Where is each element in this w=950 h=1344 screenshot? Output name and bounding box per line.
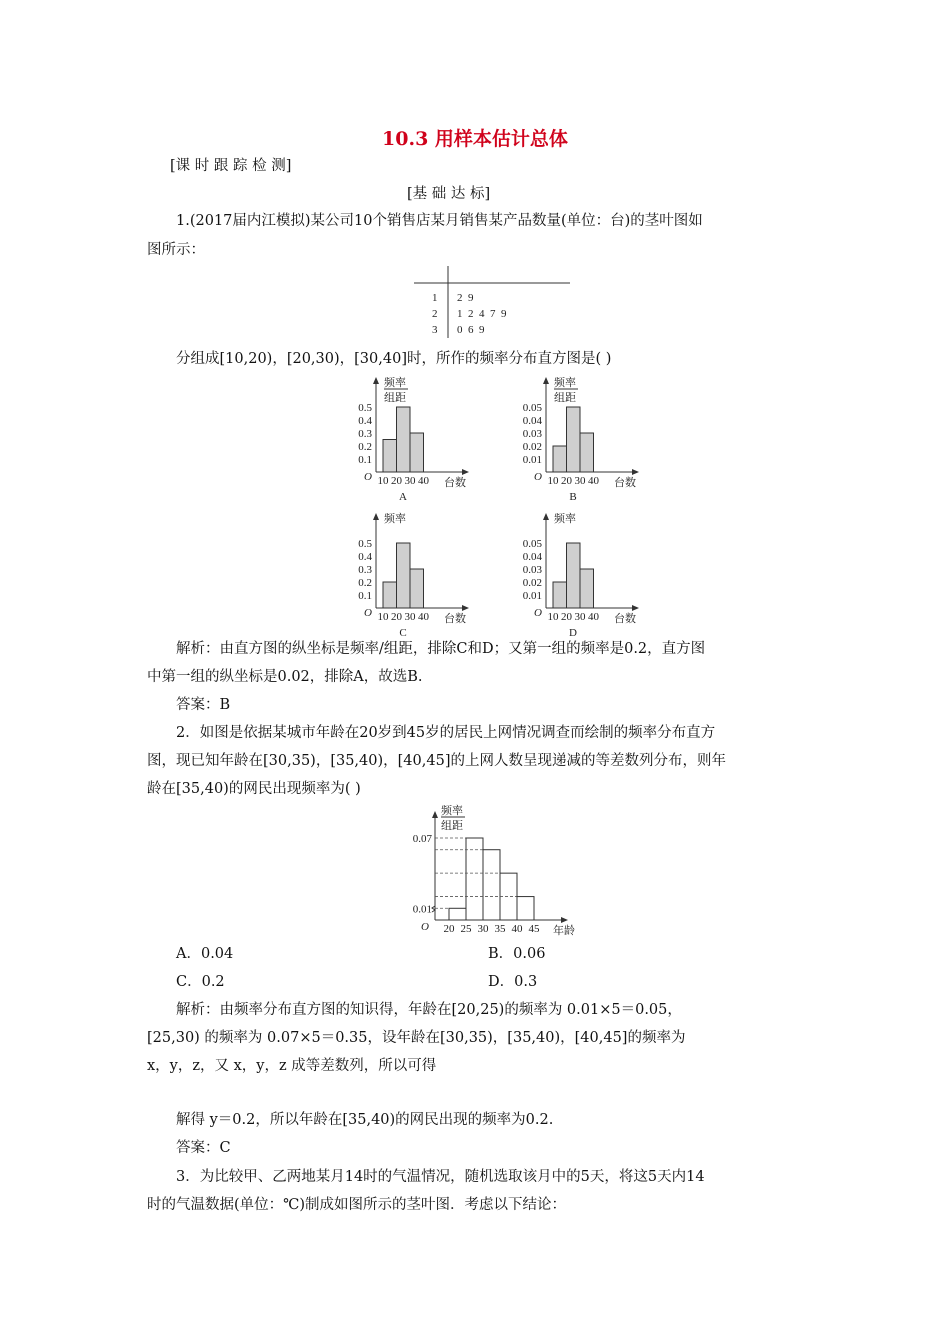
y-label: 频率 — [441, 805, 463, 817]
y-label: 频率 — [554, 377, 576, 389]
bar — [517, 897, 534, 920]
q1-answer: 答案：B — [176, 697, 231, 713]
origin-label: O — [534, 607, 542, 619]
stem: 3 — [432, 324, 438, 336]
y-label: 频率 — [384, 513, 406, 525]
x-axis-arrow — [462, 605, 469, 611]
y-tick-label: 0.01 — [522, 454, 542, 466]
q1-line2: 图所示： — [147, 242, 205, 258]
x-tick-label: 40 — [511, 923, 523, 935]
histogram-c — [340, 508, 480, 636]
q3-line2: 时的气温数据(单位：℃)制成如图所示的茎叶图．考虑以下结论： — [147, 1197, 567, 1213]
y-tick-label: 0.1 — [358, 454, 372, 466]
y-tick-label: 0.3 — [358, 428, 372, 440]
origin-label: O — [364, 607, 372, 619]
x-tick-label: 25 — [460, 923, 472, 935]
x-tick-label: 20 — [391, 611, 402, 623]
x-tick-label: 30 — [477, 923, 489, 935]
y-axis-arrow — [373, 513, 379, 520]
x-tick-label: 20 — [561, 611, 572, 623]
page-title: 10.3 用样本估计总体 — [382, 128, 568, 150]
bar — [580, 433, 594, 472]
q2-answer: 答案：C — [176, 1140, 231, 1156]
leaves: 0 6 9 — [457, 324, 485, 336]
x-label: 台数 — [444, 613, 466, 625]
q2-line1: 2．如图是依据某城市年龄在20岁到45岁的居民上网情况调查而绘制的频率分布直方 — [176, 725, 716, 741]
x-axis-arrow — [561, 917, 568, 923]
y-tick-label: 0.02 — [522, 577, 542, 589]
bar — [567, 543, 581, 608]
y-tick-label: 0.05 — [522, 538, 542, 550]
x-label: 年龄 — [553, 925, 575, 937]
y-axis-arrow — [373, 377, 379, 384]
chart-label: A — [399, 491, 407, 503]
x-axis-arrow — [632, 469, 639, 475]
y-tick-label: 0.01 — [522, 590, 542, 602]
x-label: 台数 — [444, 477, 466, 489]
chart-label: C — [399, 627, 407, 636]
origin-label: O — [421, 921, 429, 933]
x-tick-label: 40 — [418, 611, 429, 623]
y-label: 频率 — [384, 377, 406, 389]
x-label: 台数 — [614, 613, 636, 625]
x-tick-label: 40 — [588, 475, 599, 487]
option-d: D．0.3 — [488, 974, 538, 990]
y-tick-label: 0.2 — [358, 441, 372, 453]
x-tick-label: 10 — [547, 611, 559, 623]
x-tick-label: 20 — [561, 475, 572, 487]
x-tick-label: 30 — [574, 611, 586, 623]
y-tick-label: 0.03 — [522, 564, 542, 576]
stem: 2 — [432, 308, 438, 320]
histogram-b — [510, 372, 650, 506]
y-tick-label: 0.5 — [358, 538, 372, 550]
y-tick-label: 0.5 — [358, 402, 372, 414]
x-tick-label: 35 — [494, 923, 506, 935]
y-label: 频率 — [554, 513, 576, 525]
stem-leaf-plot — [410, 264, 580, 344]
histogram-a — [340, 372, 480, 506]
origin-label: O — [534, 471, 542, 483]
sub-tag: [基 础 达 标] — [407, 186, 491, 202]
bar — [553, 446, 567, 472]
q2-analysis1: 解析：由频率分布直方图的知识得，年龄在[20,25)的频率为 0.01×5＝0.05， — [176, 1002, 682, 1018]
y-label: 组距 — [441, 820, 463, 832]
x-tick-label: 30 — [404, 475, 416, 487]
y-tick-label: 0.05 — [522, 402, 542, 414]
origin-label: O — [364, 471, 372, 483]
bar — [397, 407, 411, 472]
chart-label: B — [569, 491, 577, 503]
q3-line1: 3．为比较甲、乙两地某月14时的气温情况，随机选取该月中的5天，将这5天内14 — [176, 1169, 705, 1185]
y-tick-label: 0.4 — [358, 551, 372, 563]
chart-label: D — [569, 627, 577, 636]
y-tick-label: 0.04 — [522, 551, 542, 563]
histogram-age — [405, 802, 585, 940]
option-c: C．0.2 — [176, 974, 225, 990]
x-label: 台数 — [614, 477, 636, 489]
x-tick-label: 10 — [377, 475, 389, 487]
y-tick-label: 0.01 — [412, 903, 432, 916]
y-axis-arrow — [543, 377, 549, 384]
y-axis-arrow — [543, 513, 549, 520]
y-tick-label: 0.1 — [358, 590, 372, 602]
bar — [466, 838, 483, 920]
section-tag: [课 时 跟 踪 检 测] — [170, 158, 292, 174]
y-tick-label: 0.03 — [522, 428, 542, 440]
x-axis-arrow — [632, 605, 639, 611]
bar — [383, 582, 397, 608]
bar — [483, 850, 500, 920]
x-tick-label: 10 — [547, 475, 559, 487]
y-label: 组距 — [554, 392, 576, 404]
y-tick-label: 0.3 — [358, 564, 372, 576]
leaves: 2 9 — [457, 292, 474, 304]
y-tick-label: 0.2 — [358, 577, 372, 589]
x-tick-label: 45 — [528, 923, 540, 935]
bar — [410, 569, 424, 608]
bar — [383, 440, 397, 473]
y-label: 组距 — [384, 392, 406, 404]
q1-line1: 1.(2017届内江模拟)某公司10个销售店某月销售某产品数量(单位：台)的茎叶图如 — [176, 213, 703, 229]
y-tick-label: 0.02 — [522, 441, 542, 453]
q2-solve: 解得 y＝0.2，所以年龄在[35,40)的网民出现的频率为0.2. — [176, 1112, 554, 1128]
x-tick-label: 20 — [443, 923, 455, 935]
x-tick-label: 30 — [404, 611, 416, 623]
bar — [410, 433, 424, 472]
q2-line2: 图，现已知年龄在[30,35)，[35,40)，[40,45]的上网人数呈现递减的等差数列分布，则年 — [147, 753, 726, 769]
y-tick-label: 0.04 — [522, 415, 542, 427]
x-tick-label: 40 — [588, 611, 599, 623]
bar — [449, 908, 466, 920]
x-tick-label: 20 — [391, 475, 402, 487]
bar — [567, 407, 581, 472]
option-b: B．0.06 — [488, 946, 546, 962]
q2-line3: 龄在[35,40)的网民出现频率为( ) — [147, 781, 361, 797]
stem: 1 — [432, 292, 438, 304]
y-tick-label: 0.07 — [412, 833, 432, 845]
x-tick-label: 40 — [418, 475, 429, 487]
option-a: A．0.04 — [176, 946, 234, 962]
bar — [580, 569, 594, 608]
q1-analysis2: 中第一组的纵坐标是0.02，排除A，故选B. — [147, 669, 423, 685]
x-tick-label: 30 — [574, 475, 586, 487]
histogram-d — [510, 508, 650, 636]
y-tick-label: 0.4 — [358, 415, 372, 427]
q1-question: 分组成[10,20)，[20,30)，[30,40]时，所作的频率分布直方图是( ) — [176, 351, 612, 367]
bar — [397, 543, 411, 608]
q1-analysis1: 解析：由直方图的纵坐标是频率/组距，排除C和D；又第一组的频率是0.2，直方图 — [176, 641, 706, 657]
x-axis-arrow — [462, 469, 469, 475]
x-tick-label: 10 — [377, 611, 389, 623]
q2-analysis2: [25,30) 的频率为 0.07×5＝0.35，设年龄在[30,35)，[35,40)，[40,45]的频率为 — [147, 1030, 686, 1046]
bar — [553, 582, 567, 608]
q2-analysis3: x，y，z，又 x，y，z 成等差数列，所以可得 — [147, 1058, 437, 1074]
leaves: 1 2 4 7 9 — [457, 308, 507, 320]
y-axis-arrow — [432, 811, 438, 818]
